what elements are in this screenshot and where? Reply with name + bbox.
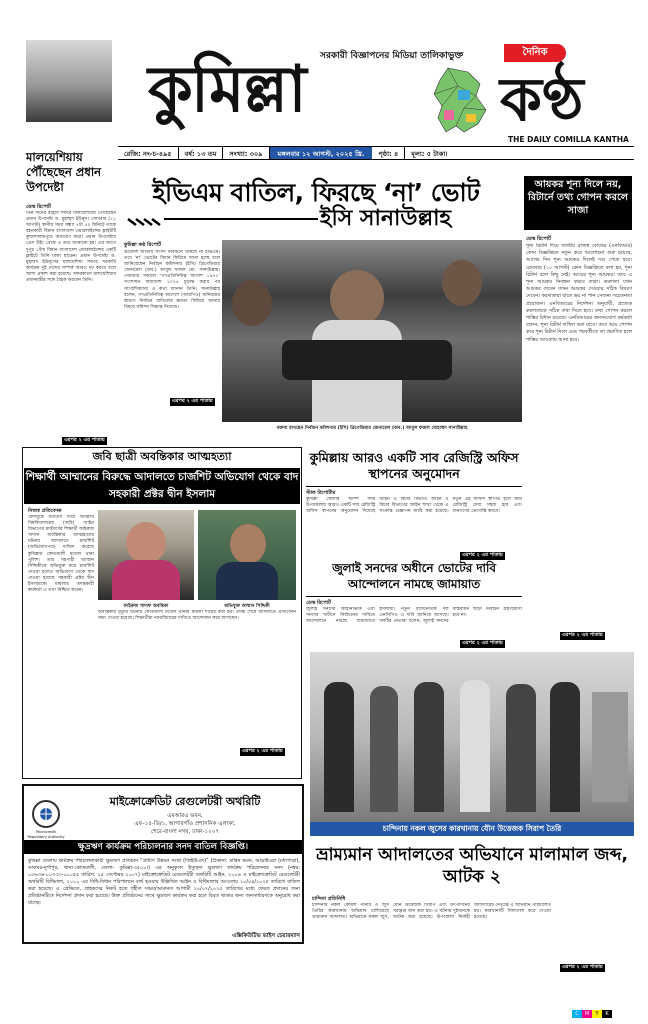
chandina-caption: চান্দিনায় নকল জুসের কারখানায় যৌন উত্তেজক সিরাপ তৈরি: [310, 822, 634, 836]
ammaan-caption: অভিযুক্ত আম্মান সিদ্দিকী: [224, 604, 270, 609]
cmyk-y: Y: [592, 1010, 602, 1018]
mra-title: ক্ষুদ্রঋণ কার্যক্রম পরিচালনার সনদ বাতিল বিজ্ঞপ্তি।: [24, 840, 302, 854]
mra-logo-icon: [32, 800, 60, 828]
masthead-tagline: সরকারী বিজ্ঞাপনের মিডিয়া তালিকাভুক্ত: [320, 51, 464, 61]
jobi-jump: এরপর ২ এর পাতায়: [242, 748, 283, 754]
year: বর্ষ: ১৩ তম: [179, 147, 224, 159]
main-body: ত্রয়োদশ জাতীয় সংসদ নির্বাচনে থাকছে না ইভিএম। তবে ‘না’ ভোটের বিধান ফিরিয়ে আনা হচ্ছে বলে জানিয়েছেন নির্বাচন কমিশনার (ইসি) ব্রিগেডিয়ার জেনারেল (অব.) আবুল ফজল মো. সানাউল্লাহ। সোমবার সকালে ‘গণপ্রতিনিধিত্ব আদেশ ১৯৭২’ সংশোধন অধ্যাদেশ ২০২৫ চূড়ান্ত করার পর সাংবাদিকদের এ কথা জানান তিনি। সানাউল্লাহ বলেন, গণপ্রতিনিধিত্ব আদেশে (আরপিও) অনিয়মের কারণে নির্বাচন বাতিলের ক্ষমতা ফিরিয়ে আনার বিষয়ে কমিশন সিদ্ধান্ত নিয়েছে।: [124, 250, 220, 310]
cmyk-m: M: [582, 1010, 592, 1018]
jobi-body-2: অবন্তিকার মৃত্যুর ঘটনায় কোতয়ালী মডেল থানায় মামলা দায়ের করা হয়। তদন্ত শেষে আদালতে প্রতিবেদন জমা দেওয়া হয়েছে। শিক্ষার্থীরা ন্যায়বিচারের দাবিতে আন্দোলন করে আসছেন।: [98, 610, 296, 622]
cmyk-c: C: [572, 1010, 582, 1018]
tax-box-headline: আয়কর শূন্য দিলে নয়, রিটার্নে তথ্য গোপন করলে সাজা: [524, 176, 632, 230]
avantika-photo: [98, 510, 194, 600]
cmyk-k: K: [602, 1010, 612, 1018]
advisor-portrait: [26, 40, 112, 122]
masthead-title-left: কুমিল্লা: [148, 53, 305, 127]
main-headline: ইভিএম বাতিল, ফিরছে ‘না’ ভোট: [152, 178, 480, 207]
registry-body: কুমিল্লা জেলার আদর্শ সদর উপজেলায় আরও একটি সাব রেজিস্ট্রি অফিস স্থাপনের অনুমোদন দিয়েছে আইন ও বিচার বিভাগ। আইন ও বিচার বিভাগের আইন শাখা থেকে এ সংক্রান্ত প্রজ্ঞাপন জারি করা হয়েছে। নতুন এই অফিস স্থাপিত হলে জমি রেজিস্ট্রি সেবা সহজ হবে এবং জনগণের ভোগান্তি কমবে।: [306, 497, 522, 515]
july-headline: জুলাই সনদের অধীনে ভোটের দাবি আন্দোলনে নামছে জামায়াত: [332, 561, 496, 591]
registry-rule: [306, 486, 522, 487]
july-byline: ডেস্ক রিপোর্ট: [306, 600, 331, 606]
mra-addr3: শেরে-বাংলা নগর, ঢাকা-১২০৭: [150, 829, 220, 835]
jobi-kicker: জবি ছাত্রী অবন্তিকার আত্মহত্যা: [92, 450, 232, 463]
left-story-byline: ডেস্ক রিপোর্ট: [26, 204, 51, 210]
info-bar: [118, 146, 634, 160]
mobile-byline: চান্দিনা প্রতিনিধি: [312, 896, 346, 902]
mra-body: কুমিল্লা জেলায় কার্যক্রম পরিচালনাকারী ক্ষুদ্রঋণ প্রতিষ্ঠান “গ্রামীণ উন্নয়ন সংস্থা (জিইউএস)” (ঠিকানা: মাহিন ভবন, আড়াইওরা (মধ্যপাড়া), ডাকঘর-দুর্গাপুর, থানা-কোতয়ালী, জেলা- কুমিল্লা-৩৫০০।) এর অনুকূলে ইস্যুকৃত ক্ষুদ্রঋণ কার্যক্রম পরিচালনার সনদ (নম্বর: ০৩৬৩৬-০০৩৩৩-০০০৫৫ তারিখ: ১৫ সেপ্টেম্বর ২০০৭) মাইক্রোক্রেডিট রেগুলেটরী অথরিটি আইন, ২০০৬ ও মাইক্রোক্রেডিট রেগুলেটরী অথরিটি বিধিমালা, ২০১০ এর বিধি-বিধান পরিপালনে ব্যর্থ হওয়ায় উল্লিখিত আইন ও বিধিমালার আওতায় ১০/০৪/২০২৫ তারিখে বাতিল করা হয়েছে। এ প্রেক্ষিতে, গ্রাহকদের নিকট হতে গৃহীত সঞ্চয়/আমানত আগামী ২০/০৭/২০২৫ তারিখের মধ্যে ফেরত প্রদানের জন্য প্রতিষ্ঠানটিকে নির্দেশনা প্রদান করা হয়েছে। উক্ত প্রতিষ্ঠানের সাথে ক্ষুদ্রঋণ কার্যক্রম করা হতে বিরত থাকার জন্য জনসাধারণকে অনুরোধ করা যাচ্ছে।: [28, 858, 300, 906]
mra-addr1: এমআরএ ভবন,: [167, 813, 203, 819]
avantika-caption: ফাইরুজ সাদাফ অবন্তিকা: [123, 604, 169, 609]
mobile-body: চান্দিনায় নকল কোমল পানীয় ও জুস তৈরির কারখানায় অভিযান চালিয়েছে ভ্রাম্যমান আদালত। অভিযানে নকল জুস, যৌন উত্তেজক সিরাপ এবং উৎপাদনের সরঞ্জাম জব্দ করা হয়। এ ঘটনায় দুইজনকে আটক করা হয়েছে। উপজেলা নির্বাহী অফিসারের নেতৃত্বে এ অভিযান পরিচালিত হয়। কারখানাটি সিলগালা করে দেওয়া হয়েছে।: [312, 903, 551, 921]
registry-headline: কুমিল্লায় আরও একটি সাব রেজিস্ট্রি অফিস স্থাপনের অনুমোদন: [309, 450, 519, 481]
jobi-byline: নিজস্ব প্রতিবেদক: [28, 508, 62, 514]
issue: সংখ্যা: ৩০৯: [223, 147, 269, 159]
ammaan-photo: [198, 510, 296, 600]
subhead-rule: [164, 218, 318, 220]
july-jump: এরপর ২ এর পাতায়: [462, 640, 503, 646]
registry-byline: স্টাফ রিপোর্টার: [306, 490, 336, 496]
reg-number: রেজি: নং-চ-৪৯৫: [118, 147, 179, 159]
masthead-title-right: কণ্ঠ: [500, 65, 584, 135]
dashes-ornament: [126, 212, 162, 222]
left-story-headline: মালয়েশিয়ায় পৌঁছেছেন প্রধান উপদেষ্টা: [26, 150, 102, 194]
cmyk-bar: [572, 1010, 612, 1018]
tax-byline: ডেস্ক রিপোর্ট: [526, 236, 551, 242]
masthead-daily-badge: দৈনিক: [504, 44, 566, 62]
registry-jump: এরপর ২ এর পাতায়: [462, 552, 503, 558]
mra-addr2: এফ-১৫-ডি/১, আগারগাঁও প্রশাসনিক এলাকা,: [134, 821, 236, 827]
tax-body: শূন্য রিটার্ন দিয়ে জাতীয় রাজস্ব বোর্ডের (এনবিআর) কোন বিজ্ঞপ্তিতে নতুন করে আলোচনা শুরু হয়েছে, আগের দিন শূন্য আয়কর দিলেই দণ্ড পেতে হবে। রোববার (১০ আগস্ট) কোন বিজ্ঞপ্তিতে বলা হয়, শূন্য রিটার্ন বলে কিছু নেই। আয়ের শূন্য আয়কর। তবে এ শূন্য আয়কর নিবন্ধন করবে তারা। করদাতা যখন আয়কর দেবেন তখন আয়কর দেওয়ার সঠিক বিবরণ দেবেন। করদাতারা যাতে ভয় না পান সেজন্য সচেতনতা প্রয়োজন। এনবিআরের নির্দেশনা অনুযায়ী, প্রত্যেক করদাতাকে সঠিক তথ্য দিতে হবে। তথ্য গোপন করলে শাস্তির বিধান রয়েছে। এনবিআরের জনসংযোগ কর্মকর্তা বলেন, শূন্য রিটার্ন দাখিল করা যাবে। তবে আয় গোপন করে শূন্য রিটার্ন দিলে এবং পরবর্তীতে তা প্রমাণিত হলে শাস্তির আওতায় আনা হবে।: [526, 243, 632, 343]
mra-logo-text: Microcredit Regulatory Authority: [27, 830, 65, 839]
masthead-english: THE DAILY COMILLA KANTHA: [508, 135, 629, 144]
mra-agency: মাইক্রোক্রেডিট রেগুলেটরী অথরিটি: [109, 795, 261, 808]
price: মূল্য: ৫ টাকা।: [411, 150, 448, 158]
mobile-jump: এরপর ২ এর পাতায়: [562, 964, 603, 970]
left-story-jump: এরপর ২ এর পাতায়: [64, 437, 105, 443]
date: মঙ্গলবার ১২ আগস্ট, ২০২৫ খ্রি.: [270, 147, 373, 159]
jobi-body: ফেসবুকে স্ট্যাটাস দিয়ে জগন্নাথ বিশ্ববিদ্যালয়ের (জবি) আইন বিভাগের মাস্টার্সের শিক্ষার্থী ফাইরুজ সাদাফ অবন্তিকার আত্মহত্যার ঘটনায় আদালতে চার্জশিট (অভিযোগপত্র) দাখিল করেছে কুমিল্লার কোতয়ালী মডেল থানা পুলিশ। তার সহপাঠী আম্মান সিদ্দিকীকে অভিযুক্ত করে চার্জশিট দেওয়া হলেও অভিযোগ থেকে বাদ দেওয়া হয়েছে সহকারী প্রক্টর দ্বীন ইসলামকে। মামলার তদন্তকারী কর্মকর্তা এ তথ্য নিশ্চিত করেন।: [28, 515, 94, 594]
chandina-photo: [310, 652, 634, 822]
mobile-court-headline: ভ্রাম্যমান আদালতের অভিযানে মালামাল জব্দ, আটক ২: [316, 845, 628, 887]
bangladesh-map-icon: [428, 66, 492, 136]
july-rule: [306, 596, 522, 597]
main-byline: কুমিল্লা কণ্ঠ রিপোর্ট: [124, 242, 161, 248]
main-jump: এরপর ২ এর পাতায়: [172, 398, 213, 404]
mra-signature: এক্সিকিউটিভ ভাইস চেয়ারম্যান: [232, 933, 300, 939]
jobi-headline: শিক্ষার্থী আম্মানের বিরুদ্ধে আদালতে চার্জশিট অভিযোগ থেকে বাদ সহকারী প্রক্টর দ্বীন ইসলাম: [24, 468, 300, 504]
july-body: জুলাই সনদের আইনিভিত্তি এবং সনদের অধীনে নির্বাচনের দাবিতে আন্দোলনে নামছে জামায়াতে ইসলামী। নতুন রাজনৈতিক দল এনসিপিও এ দাবি জানিয়ে আসছে। দলটির নেতারা বলেন, জুলাই সনদের বাস্তবায়ন ছাড়া নির্বাচন গ্রহণযোগ্য হবে না।: [306, 607, 522, 625]
left-story-body: তিন দিনের রাষ্ট্রীয় সফরে মালয়েশিয়ায় পৌঁছেছেন প্রধান উপদেষ্টা ড. মুহাম্মদ ইউনূস। সোমবার (১১ আগস্ট) স্থানীয় সময় সন্ধ্যা ৭টা ৫০ মিনিটে তাকে বহনকারী বিমান বাংলাদেশ এয়ারলাইন্সের ফ্লাইটটি কুয়ালালামপুরে অবতরণ করে। প্রধান উপদেষ্টার প্রেস উইং থেকে এ তথ্য জানানো হয়। এর আগে দুপুর ১টায় বিমান বাংলাদেশ এয়ারলাইন্সের একটি ফ্লাইটে তিনি ঢাকা ছাড়েন। প্রধান উপদেষ্টা ড. মুহাম্মদ ইউনূসের মালয়েশিয়া সফরে সরকারি কার্যক্রম দুই দেশের সম্পর্ক আরও দৃঢ় করবে বলে আশা প্রকাশ করা হয়েছে। সফরকালে মালয়েশিয়ার প্রধানমন্ত্রীর সঙ্গে বৈঠক করবেন তিনি।: [26, 211, 116, 284]
main-photo: [222, 240, 522, 422]
pages: পৃষ্ঠা: ৪: [372, 147, 405, 159]
tax-jump: এরপর ২ এর পাতায়: [562, 632, 603, 638]
main-subhead: ইসি সানাউল্লাহ: [320, 206, 452, 231]
main-photo-caption: বক্তব্য রাখছেন নির্বাচন কমিশনার (ইসি) ব্রিগেডিয়ার জেনারেল (অব.) আবুল ফজল মোহাম্মদ সানাউল্লাহ: [276, 426, 468, 431]
